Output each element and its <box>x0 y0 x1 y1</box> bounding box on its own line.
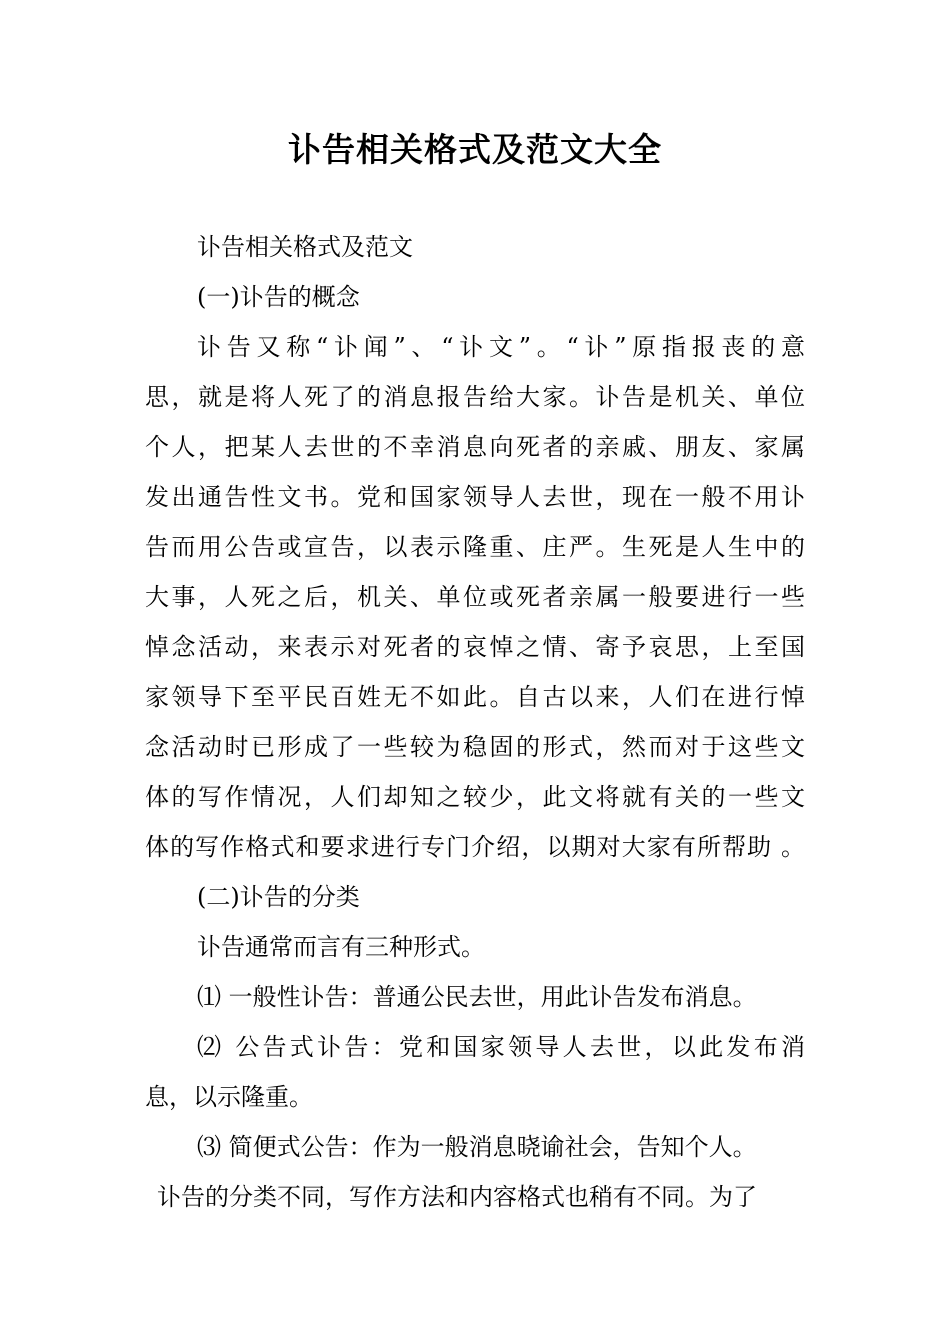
paragraph-line: 讣告又称“讣闻”、“讣文”。“讣”原指报丧的意 <box>197 333 805 361</box>
paragraph-line: 体的写作格式和要求进行专门介绍，以期对大家有所帮助 。 <box>145 833 805 861</box>
paragraph-line: 家领导下至平民百姓无不如此。自古以来，人们在进行悼 <box>145 683 805 711</box>
paragraph-line: 讣告的分类不同，写作方法和内容格式也稍有不同。为了 <box>157 1183 757 1211</box>
list-item: ⑴ 一般性讣告：普通公民去世，用此讣告发布消息。 <box>197 983 757 1011</box>
paragraph-line: 告而用公告或宣告，以表示隆重、庄严。生死是人生中的 <box>145 533 805 561</box>
paragraph-line: 悼念活动，来表示对死者的哀悼之情、寄予哀思，上至国 <box>145 633 805 661</box>
paragraph-line: 思，就是将人死了的消息报告给大家。讣告是机关、单位 <box>145 383 805 411</box>
section-heading: (二)讣告的分类 <box>197 883 360 911</box>
paragraph-line: 念活动时已形成了一些较为稳固的形式，然而对于这些文 <box>145 733 805 761</box>
list-item: ⑶ 简便式公告：作为一般消息晓谕社会，告知个人。 <box>197 1133 757 1161</box>
paragraph-line: 息，以示隆重。 <box>145 1083 313 1111</box>
paragraph-line: 大事，人死之后，机关、单位或死者亲属一般要进行一些 <box>145 583 805 611</box>
document-title: 讣告相关格式及范文大全 <box>288 130 662 169</box>
section-heading: (一)讣告的概念 <box>197 283 360 311</box>
list-item: ⑵ 公告式讣告：党和国家领导人去世，以此发布消 <box>197 1033 805 1061</box>
paragraph-line: 讣告相关格式及范文 <box>197 233 413 261</box>
paragraph-line: 个人，把某人去世的不幸消息向死者的亲戚、朋友、家属 <box>145 433 805 461</box>
paragraph-line: 体的写作情况，人们却知之较少，此文将就有关的一些文 <box>145 783 805 811</box>
paragraph-line: 讣告通常而言有三种形式。 <box>197 933 485 961</box>
paragraph-line: 发出通告性文书。党和国家领导人去世，现在一般不用讣 <box>145 483 805 511</box>
